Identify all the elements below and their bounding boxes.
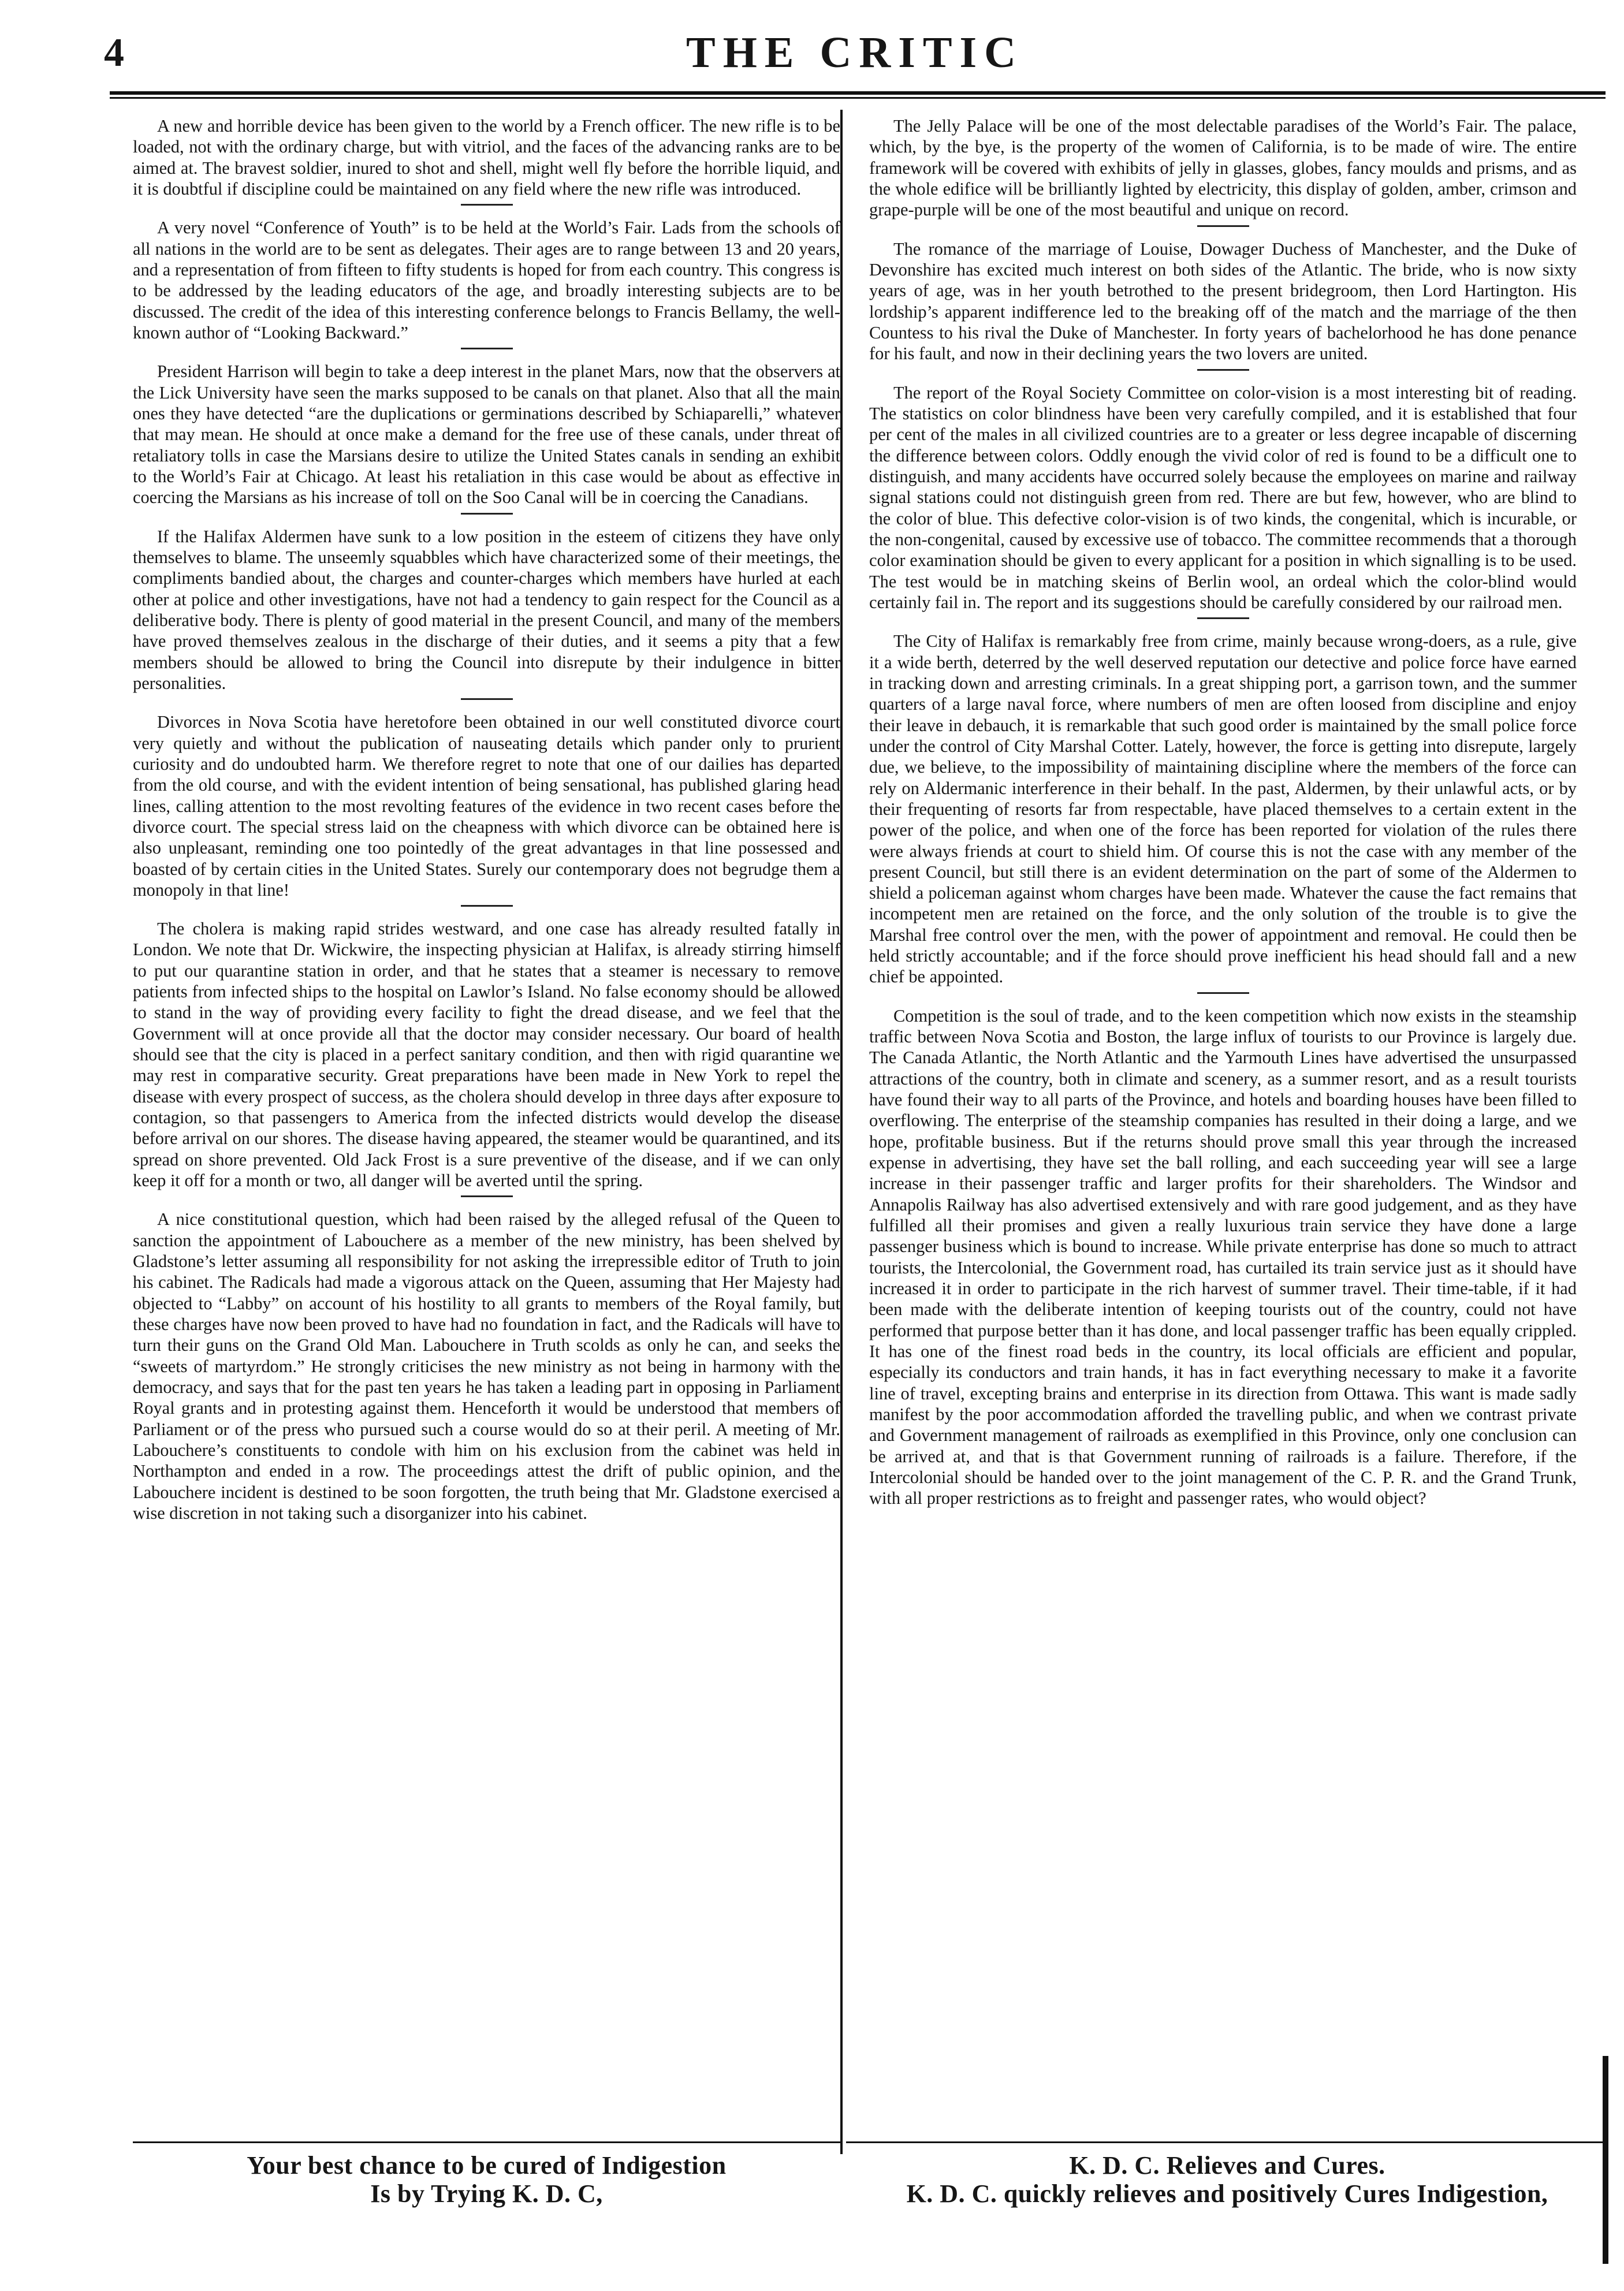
ad-rule (846, 2141, 1608, 2143)
article-separator (461, 513, 513, 515)
article-separator (461, 348, 513, 349)
advertisement-left (133, 2141, 840, 2217)
page-header (87, 28, 1623, 95)
article-separator (1197, 992, 1249, 994)
ad-line: K. D. C. quickly relieves and positively Cures Indigestion, (906, 2180, 1548, 2208)
article-separator (1197, 617, 1249, 619)
right-column (869, 116, 1577, 1509)
article-paragraph: Divorces in Nova Scotia have heretofore been obtained in our well constituted divorce court very quietly and without the publication of nauseating details which pander only to prurient curiosity and do undoubted harm. We therefore regret to note that one of our dailies has departed from the old course, and with the evident intention of being sensational, has published glaring head lines, calling attention to the most revolting features of the evidence in two recent cases before the divorce court. The special stress laid on the cheapness with which divorce can be obtained here is also unpleasant, reminding one too pointedly of the great advantages in that line possessed and boasted of by certain cities in the United States. Surely our contemporary does not begrudge them a monopoly in that line! (133, 712, 840, 900)
ad-line: K. D. C. Relieves and Cures. (1069, 2151, 1385, 2180)
article-paragraph: The report of the Royal Society Committee on color-vision is a most interesting bit of reading. The statistics on color blindness have been very carefully compiled, and it is established that four per cent of the males in all civilized countries are to a greater or less degree incapable of discerning the difference between colors. Oddly enough the vivid color of red is found to be a difficult one to distinguish, and many accidents have occurred solely because the employees on marine and railway signal stations could not distinguish green from red. There are but few, however, who are blind to the color of blue. This defective color-vision is of two kinds, the congenital, which is incurable, or the non-congenital, caused by excessive use of tobacco. The committee recommends that a thorough color examination should be given to every applicant for a position in which signalling is to be used. The test would be in matching skeins of Berlin wool, an ordeal which the color-blind would certainly fail in. The report and its suggestions should be carefully considered by our railroad men. (869, 382, 1577, 612)
article-paragraph: The cholera is making rapid strides westward, and one case has already resulted fatally in London. We note that Dr. Wickwire, the inspecting physician at Halifax, is already stirring himself to put our quarantine station in order, and that he states that a steamer is necessary to remove patients from infected ships to the hospital on Lawlor’s Island. No false economy should be allowed to stand in the way of providing every facility to fight the dread disease, and we feel that the Government will at once provide all that the doctor may consider necessary. Our board of health should see that the city is placed in a perfect sanitary condition, and then with rigid quarantine we may rest in comparative security. Great preparations have been made in New York to repel the disease with every prospect of success, as the cholera should develop in three days after exposure to contagion, so that passengers to America from the infected districts would develop the disease before arrival on our shores. The disease having appeared, the steamer would be quarantined, and its spread on shore prevented. Old Jack Frost is a sure preventive of the disease, and if we can only keep it off for a month or two, all danger will be averted until the spring. (133, 919, 840, 1191)
article-paragraph: If the Halifax Aldermen have sunk to a low position in the esteem of citizens they have only themselves to blame. The unseemly squabbles which have characterized some of their meetings, the compliments bandied about, the charges and counter-charges which members have hurled at each other at police and other investigations, have not had a tendency to gain respect for the Council as a deliberative body. There is plenty of good material in the present Council, and many of the members have proved themselves zealous in the discharge of their duties, and it seems a pity that a few members should be allowed to bring the Council into disrepute by their indulgence in bitter personalities. (133, 526, 840, 693)
column-divider (840, 110, 843, 2154)
article-separator (461, 905, 513, 907)
header-rule (110, 91, 1606, 95)
article-separator (461, 204, 513, 206)
header-rule-secondary (110, 97, 1606, 99)
article-paragraph: The City of Halifax is remarkably free from crime, mainly because wrong-doers, as a rule, give it a wide berth, deterred by the well deserved reputation our detective and police force have earned in tracking down and arresting criminals. In a great shipping port, a garrison town, and the summer quarters of a large naval force, where numbers of men are often loosed from discipline and enjoy their leave in debauch, it is remarkable that such good order is maintained by the small police force under the control of City Marshal Cotter. Lately, however, the force is getting into disrepute, largely due, we believe, to the impossibility of maintaining discipline where the members of the force can rely on Aldermanic interference in their behalf. In the past, Aldermen, by their unlawful acts, or by their frequenting of resorts far from respectable, have placed themselves to a certain extent in the power of the police, and when one of the force has been reported for violation of the rules there were always friends at court to shield him. Of course this is not the case with any member of the present Council, but still there is an evident determination on the part of some of the Aldermen to shield a policeman against whom charges have been made. Whatever the cause the fact remains that incompetent men are retained on the force, and the only solution of the trouble is to give the Marshal free control over the men, with the power of appointment and removal. He could then be held strictly accountable; and if the force should prove inefficient his head should fall and a new chief be appointed. (869, 631, 1577, 987)
article-paragraph: A new and horrible device has been given to the world by a French officer. The new rifle is to be loaded, not with the ordinary charge, but with vitriol, and the faces of the advancing ranks are to be aimed at. The bravest soldier, inured to shot and shell, might well fly before the horrible liquid, and it is doubtful if discipline could be maintained on any field where the new rifle was introduced. (133, 116, 840, 199)
ad-line: Is by Trying K. D. C, (370, 2180, 603, 2208)
article-separator (1197, 225, 1249, 227)
ad-line: Your best chance to be cured of Indigestion (247, 2151, 727, 2180)
article-separator (461, 698, 513, 700)
ad-rule (133, 2141, 840, 2143)
masthead-title: THE CRITIC (686, 28, 1023, 77)
article-separator (461, 1195, 513, 1197)
advertisement-right (846, 2141, 1608, 2217)
article-paragraph: A very novel “Conference of Youth” is to be held at the World’s Fair. Lads from the schools of all nations in the world are to be sent as delegates. Their ages are to range between 13 and 20 years, and a representation of from fifteen to fifty students is hoped for from each country. This congress is to be addressed by the leading educators of the age, and broadly interesting subjects are to be discussed. The credit of the idea of this interesting conference belongs to Francis Bellamy, the well-known author of “Looking Backward.” (133, 218, 840, 342)
article-paragraph: The Jelly Palace will be one of the most delectable paradises of the World’s Fair. The palace, which, by the bye, is the property of the women of California, is to be made of wire. The entire framework will be covered with exhibits of jelly in glasses, globes, fancy moulds and prisms, and as the whole edifice will be brilliantly lighted by electricity, this display of golden, amber, crimson and grape-purple will be one of the most beautiful and unique on record. (869, 116, 1577, 220)
article-paragraph: A nice constitutional question, which had been raised by the alleged refusal of the Queen to sanction the appointment of Labouchere as a member of the new ministry, has been shelved by Gladstone’s letter assuming all responsibility for not asking the irrepressible editor of Truth to join his cabinet. The Radicals had made a vigorous attack on the Queen, assuming that Her Majesty had objected to “Labby” on account of his hostility to all grants to members of the Royal family, but these charges have now been proved to have had no foundation in fact, and the Radicals will have to turn their guns on the Grand Old Man. Labouchere in Truth scolds as only he can, and seeks the “sweets of martyrdom.” He strongly criticises the new ministry as not being in harmony with the democracy, and says that for the past ten years he has taken a leading part in opposing in Parliament Royal grants and in protesting against them. Henceforth it would be understood that members of Parliament or of the press who pursued such a course would do so at their peril. A meeting of Mr. Labouchere’s constituents to condole with him on his exclusion from the cabinet was held in Northampton and ended in a row. The proceedings attest the drift of public opinion, and the Labouchere incident is destined to be soon forgotten, the truth being that Mr. Gladstone exercised a wise discretion in not taking such a disorganizer into his cabinet. (133, 1209, 840, 1523)
left-column (133, 116, 840, 1523)
article-paragraph: President Harrison will begin to take a deep interest in the planet Mars, now that the observers at the Lick University have seen the marks supposed to be canals on that planet. Also that all the main ones they have detected “are the duplications or germinations described by Schiaparelli,” whatever that may mean. He should at once make a demand for the free use of these canals, under threat of retaliatory tolls in case the Marsians desire to utilize the United States canals in sending an exhibit to the World’s Fair at Chicago. At least his retaliation in this case would be about as effective in coercing the Marsians as his increase of toll on the Soo Canal will be in coercing the Canadians. (133, 362, 840, 508)
article-paragraph: The romance of the marriage of Louise, Dowager Duchess of Manchester, and the Duke of Devonshire has excited much interest on both sides of the Atlantic. The bride, who is now sixty years of age, was in her youth betrothed to the present bridegroom, then Lord Hartington. His lordship’s apparent indifference led to the breaking off of the match and the marriage of the then Countess to his rival the Duke of Manchester. In forty years of bachelorhood he has done penance for his fault, and now in their declining years the two lovers are united. (869, 239, 1577, 364)
article-separator (1197, 369, 1249, 371)
article-paragraph: Competition is the soul of trade, and to the keen competition which now exists in the steamship traffic between Nova Scotia and Boston, the large influx of tourists to our Province is largely due. The Canada Atlantic, the North Atlantic and the Yarmouth Lines have advertised the unsurpassed attractions of the country, both in climate and scenery, as a summer resort, and as a result tourists have found their way to all parts of the Province, and hotels and boarding houses have been filled to overflowing. The enterprise of the steamship companies has resulted in their doing a large, and we hope, profitable business. But if the returns should prove small this year through the increased expense in advertising, they have set the ball rolling, and each succeeding year will see a large increase in their passenger traffic and larger profits for their shareholders. The Windsor and Annapolis Railway has also advertised extensively and with rare good judgement, and as they have fulfilled all their promises and given a really luxurious train service they have done a large passenger business which is bound to increase. While private enterprise has done so much to attract tourists, the Intercolonial, the Government road, has curtailed its train service just as it should have increased it in order to participate in the rich harvest of summer travel. Their time-table, if it had been made with the deliberate intention of keeping tourists out of the country, could not have performed that purpose better than it has done, and local passenger traffic has been equally crippled. It has one of the finest road beds in the country, its local officials are efficient and popular, especially its conductors and train hands, it has in fact everything necessary to make it a favorite line of travel, excepting brains and enterprise in its direction from Ottawa. This want is made sadly manifest by the poor accommodation afforded the travelling public, and when we contrast private and Government management of railroads as exemplified in this Province, only one conclusion can be arrived at, and that is that Government running of railroads is a failure. Therefore, if the Intercolonial should be handed over to the joint management of the C. P. R. and the Grand Trunk, with all proper restrictions as to freight and passenger rates, who would object? (869, 1005, 1577, 1508)
page-number: 4 (104, 31, 124, 75)
